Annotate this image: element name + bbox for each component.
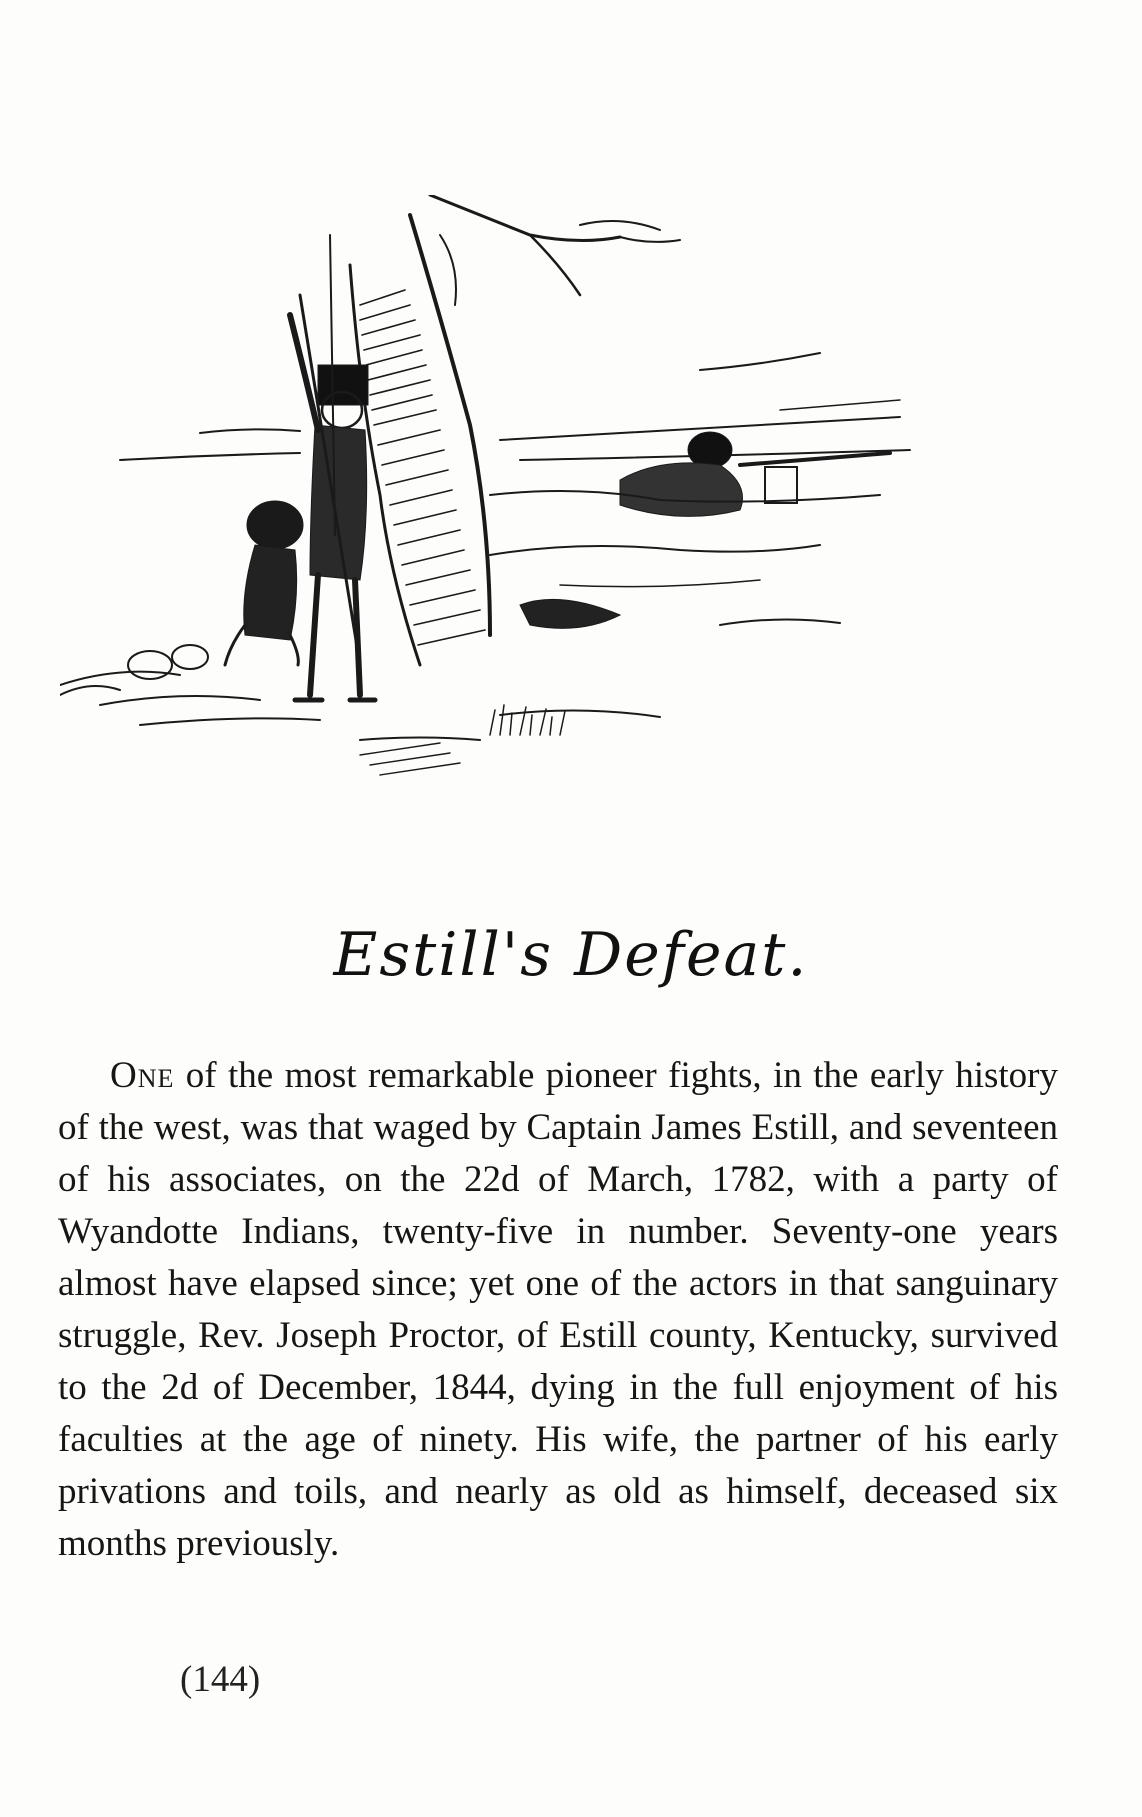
page-number: (144) xyxy=(180,1659,261,1700)
paragraph-text: of the most remarkable pioneer fights, in the early history of the west, was that waged by Captain James Estill, and seventeen of his associates, on the 22d of March, 1782, with a party of Wyandotte Indians, twenty-five in number. Seventy-one years almost have elapsed since; yet one of the actors in that sanguinary struggle, Rev. Joseph Proctor, of Estill county, Kentucky, survived to the 2d of December, 1844, dying in the full enjoyment of his faculties at the age of ninety. His wife, the partner of his early privations and toils, and nearly as old as himself, deceased six months previously. xyxy=(58,1055,1058,1564)
engraving-frontier-battle-scene-icon xyxy=(60,195,1040,885)
body-paragraph xyxy=(58,1050,1058,1570)
battle-scene-illustration xyxy=(60,195,1040,885)
lead-word: One xyxy=(110,1055,175,1096)
chapter-title: Estill's Defeat. xyxy=(333,920,809,990)
